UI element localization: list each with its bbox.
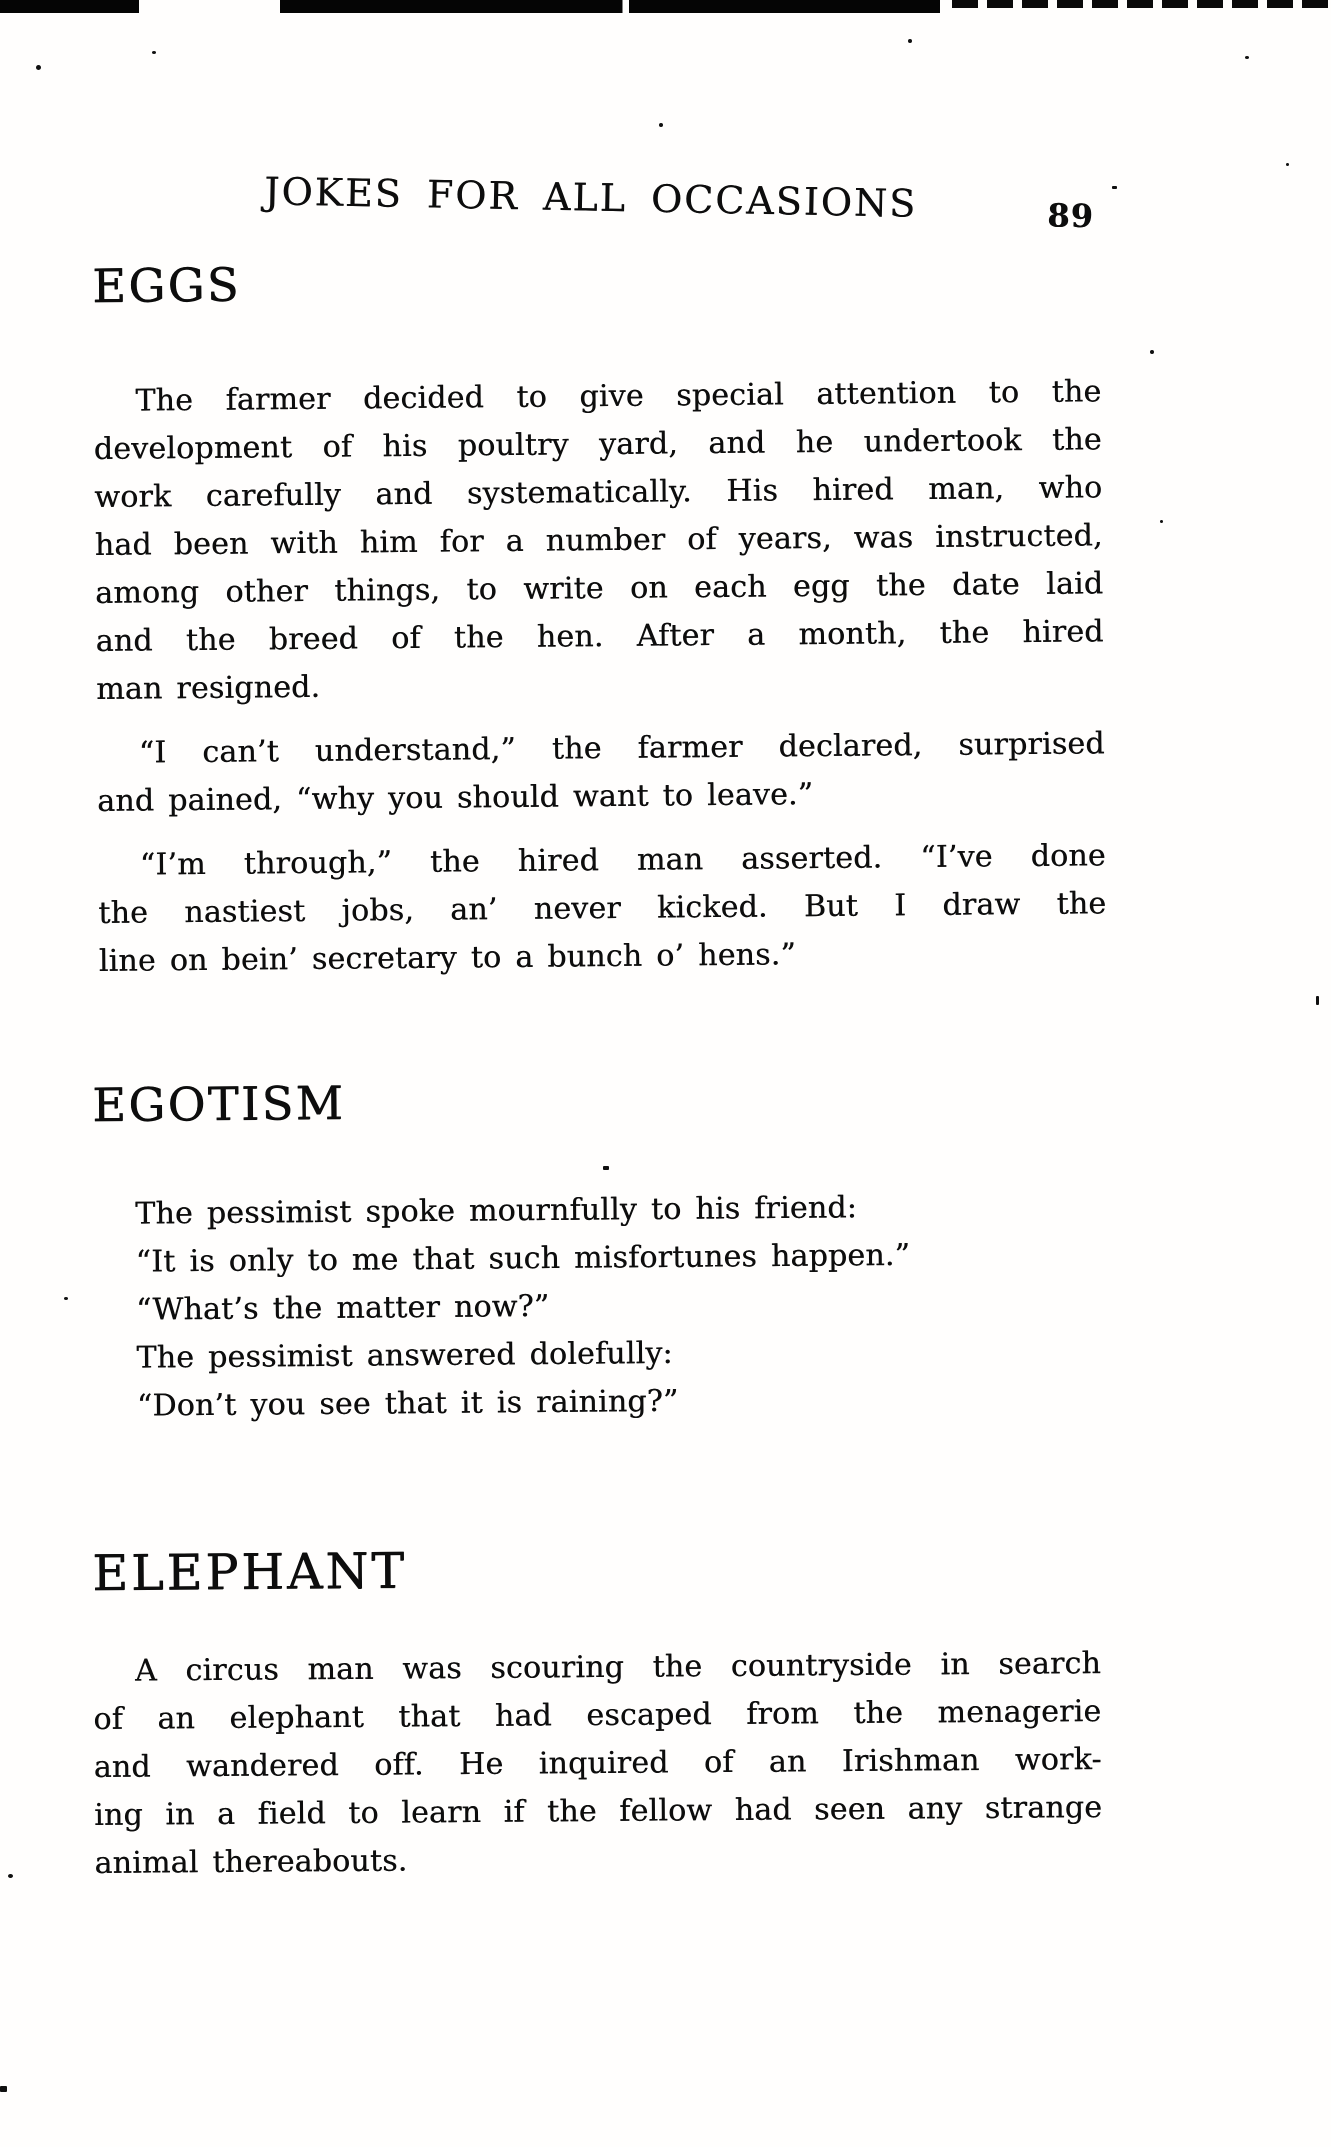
- paragraph: [95, 1374, 1103, 1431]
- text-line: the nastiest jobs, an’ never kicked. But I draw the: [98, 886, 1107, 931]
- scan-speck: [1245, 56, 1249, 59]
- text-line: “Don’t you see that it is raining?”: [136, 1383, 679, 1424]
- text-line: line on bein’ secretary to a bunch o’ hens.”: [98, 937, 797, 979]
- paragraph: [97, 720, 1106, 826]
- section-elephant: [92, 1536, 1103, 1888]
- text-line: among other things, to write on each egg the date laid: [95, 566, 1104, 611]
- text-line: “What’s the matter now?”: [135, 1289, 550, 1328]
- section-egotism: [92, 1068, 1103, 1431]
- text-line: and pained, “why you should want to leave.”: [97, 777, 814, 819]
- running-title: JOKES FOR ALL OCCASIONS: [263, 169, 918, 226]
- paragraph: [94, 1278, 1102, 1335]
- text-line: The farmer decided to give special attention to the: [135, 374, 1102, 419]
- text-line: “I can’t understand,” the farmer declared, surprised: [138, 726, 1105, 771]
- text-line: work carefully and systematically. His hired man, who: [94, 470, 1103, 515]
- section-eggs: [92, 248, 1107, 986]
- page-number: 89: [1047, 196, 1095, 236]
- text-line: “It is only to me that such misfortunes happen.”: [135, 1237, 911, 1280]
- scan-speck: [1112, 186, 1117, 189]
- text-line: animal thereabouts.: [94, 1843, 408, 1881]
- scan-speck: [36, 65, 41, 70]
- text-line: “I’m through,” the hired man asserted. “I’ve done: [139, 838, 1106, 883]
- scan-speck: [0, 2086, 7, 2092]
- text-line: ing in a field to learn if the fellow had seen any strange: [93, 1790, 1103, 1833]
- scan-speck: [1316, 996, 1319, 1005]
- paragraph: [93, 1182, 1101, 1239]
- scan-speck: [8, 1874, 13, 1878]
- section-heading: EGOTISM: [92, 1075, 346, 1132]
- scan-speck: [1160, 520, 1163, 523]
- text-line: A circus man was scouring the countryside in search: [134, 1646, 1102, 1689]
- text-line: The pessimist spoke mournfully to his friend:: [135, 1190, 858, 1232]
- section-heading: ELEPHANT: [92, 1542, 408, 1602]
- paragraph: [94, 1326, 1102, 1383]
- paragraph: [98, 832, 1107, 986]
- paragraph: [93, 1640, 1103, 1888]
- scan-speck: [152, 51, 156, 54]
- scan-speck: [908, 39, 912, 43]
- text-line: and wandered off. He inquired of an Irishman work-: [93, 1742, 1102, 1785]
- scan-speck: [1286, 163, 1289, 166]
- text-line: and the breed of the hen. After a month, the hired: [95, 614, 1104, 659]
- scan-edge-artifact: [0, 0, 940, 13]
- paragraph: [93, 368, 1104, 714]
- section-heading: EGGS: [92, 257, 242, 313]
- text-line: had been with him for a number of years, was instructed,: [94, 518, 1103, 563]
- scan-speck: [603, 1166, 609, 1170]
- scan-speck: [1150, 350, 1154, 354]
- scan-speck: [659, 123, 663, 127]
- scan-speck: [64, 1297, 68, 1300]
- text-line: development of his poultry yard, and he undertook the: [93, 422, 1102, 467]
- scan-edge-artifact-dashed: [952, 0, 1331, 8]
- text-line: The pessimist answered dolefully:: [136, 1335, 673, 1376]
- running-header: [91, 166, 1100, 257]
- text-line: man resigned.: [95, 669, 321, 707]
- text-line: of an elephant that had escaped from the menagerie: [93, 1694, 1102, 1737]
- paragraph: [93, 1230, 1101, 1287]
